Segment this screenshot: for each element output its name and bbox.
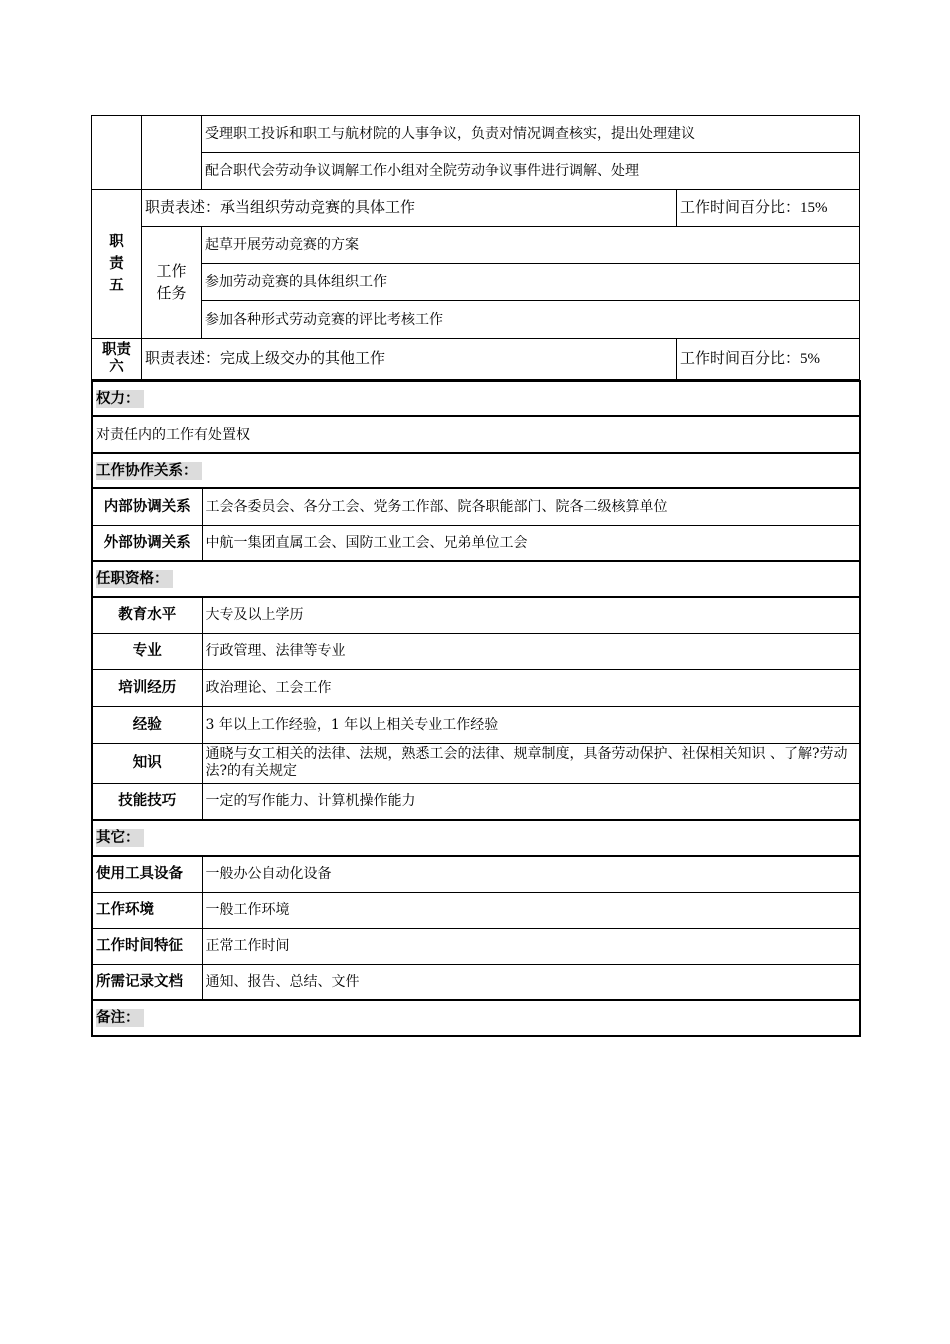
skills-value: 一定的写作能力、计算机操作能力 bbox=[202, 783, 860, 820]
training-label: 培训经历 bbox=[92, 669, 202, 706]
other-heading bbox=[92, 820, 860, 856]
duty4-label-cell bbox=[92, 116, 142, 190]
education-label: 教育水平 bbox=[92, 597, 202, 633]
duty5-task-1: 起草开展劳动竞赛的方案 bbox=[202, 227, 860, 264]
documents-label: 所需记录文档 bbox=[92, 964, 202, 1000]
duty4-task-label-cell bbox=[142, 116, 202, 190]
tools-label: 使用工具设备 bbox=[92, 856, 202, 892]
knowledge-value: 通晓与女工相关的法律、法规，熟悉工会的法律、规章制度，具备劳动保护、社保相关知识 、了解?劳动法?的有关规定 bbox=[202, 743, 860, 783]
duty5-task-label-line1: 工作 bbox=[156, 262, 187, 280]
qualifications-heading bbox=[92, 561, 860, 597]
duty5-label bbox=[92, 190, 142, 339]
duty5-label-line1: 职 bbox=[109, 234, 124, 250]
duty6-time-percent: 工作时间百分比：5% bbox=[677, 339, 860, 380]
duty5-task-2: 参加劳动竞赛的具体组织工作 bbox=[202, 264, 860, 301]
details-table bbox=[91, 380, 861, 1037]
duty5-label-line2: 责 bbox=[109, 256, 124, 272]
major-value: 行政管理、法律等专业 bbox=[202, 633, 860, 669]
other-heading-label: 其它： bbox=[96, 829, 144, 847]
job-description-form bbox=[91, 115, 859, 1037]
duty5-time-percent: 工作时间百分比：15% bbox=[677, 190, 860, 227]
skills-label: 技能技巧 bbox=[92, 783, 202, 820]
duty6-label-line1: 职责 bbox=[102, 342, 131, 358]
authority-content: 对责任内的工作有处置权 bbox=[92, 416, 860, 453]
authority-heading bbox=[92, 381, 860, 416]
training-value: 政治理论、工会工作 bbox=[202, 669, 860, 706]
documents-value: 通知、报告、总结、文件 bbox=[202, 964, 860, 1000]
education-value: 大专及以上学历 bbox=[202, 597, 860, 633]
relations-heading bbox=[92, 453, 860, 488]
experience-label: 经验 bbox=[92, 706, 202, 743]
duty5-description: 职责表述：承当组织劳动竞赛的具体工作 bbox=[142, 190, 677, 227]
experience-value: 3 年以上工作经验，1 年以上相关专业工作经验 bbox=[202, 706, 860, 743]
duty5-task-label-line2: 任务 bbox=[156, 284, 187, 302]
external-relations-label: 外部协调关系 bbox=[92, 525, 202, 561]
environment-value: 一般工作环境 bbox=[202, 892, 860, 928]
internal-relations-label: 内部协调关系 bbox=[92, 488, 202, 525]
environment-label: 工作环境 bbox=[92, 892, 202, 928]
authority-heading-label: 权力： bbox=[96, 390, 144, 408]
work-time-label: 工作时间特征 bbox=[92, 928, 202, 964]
duty4-task-1: 受理职工投诉和职工与航材院的人事争议，负责对情况调查核实，提出处理建议 bbox=[202, 116, 860, 153]
internal-relations-value: 工会各委员会、各分工会、党务工作部、院各职能部门、院各二级核算单位 bbox=[202, 488, 860, 525]
duty6-label-line2: 六 bbox=[109, 359, 124, 375]
tools-value: 一般办公自动化设备 bbox=[202, 856, 860, 892]
qualifications-heading-label: 任职资格： bbox=[96, 570, 173, 588]
major-label: 专业 bbox=[92, 633, 202, 669]
duty4-task-2: 配合职代会劳动争议调解工作小组对全院劳动争议事件进行调解、处理 bbox=[202, 153, 860, 190]
duty5-label-line3: 五 bbox=[109, 278, 124, 294]
external-relations-value: 中航一集团直属工会、国防工业工会、兄弟单位工会 bbox=[202, 525, 860, 561]
duty6-description: 职责表述：完成上级交办的其他工作 bbox=[142, 339, 677, 380]
knowledge-label: 知识 bbox=[92, 743, 202, 783]
duties-table bbox=[91, 115, 860, 380]
work-time-value: 正常工作时间 bbox=[202, 928, 860, 964]
remarks-heading-label: 备注： bbox=[96, 1009, 144, 1027]
remarks-heading bbox=[92, 1000, 860, 1036]
duty5-task-label bbox=[142, 227, 202, 339]
duty6-label bbox=[92, 339, 142, 380]
duty5-task-3: 参加各种形式劳动竞赛的评比考核工作 bbox=[202, 301, 860, 339]
relations-heading-label: 工作协作关系： bbox=[96, 462, 202, 480]
